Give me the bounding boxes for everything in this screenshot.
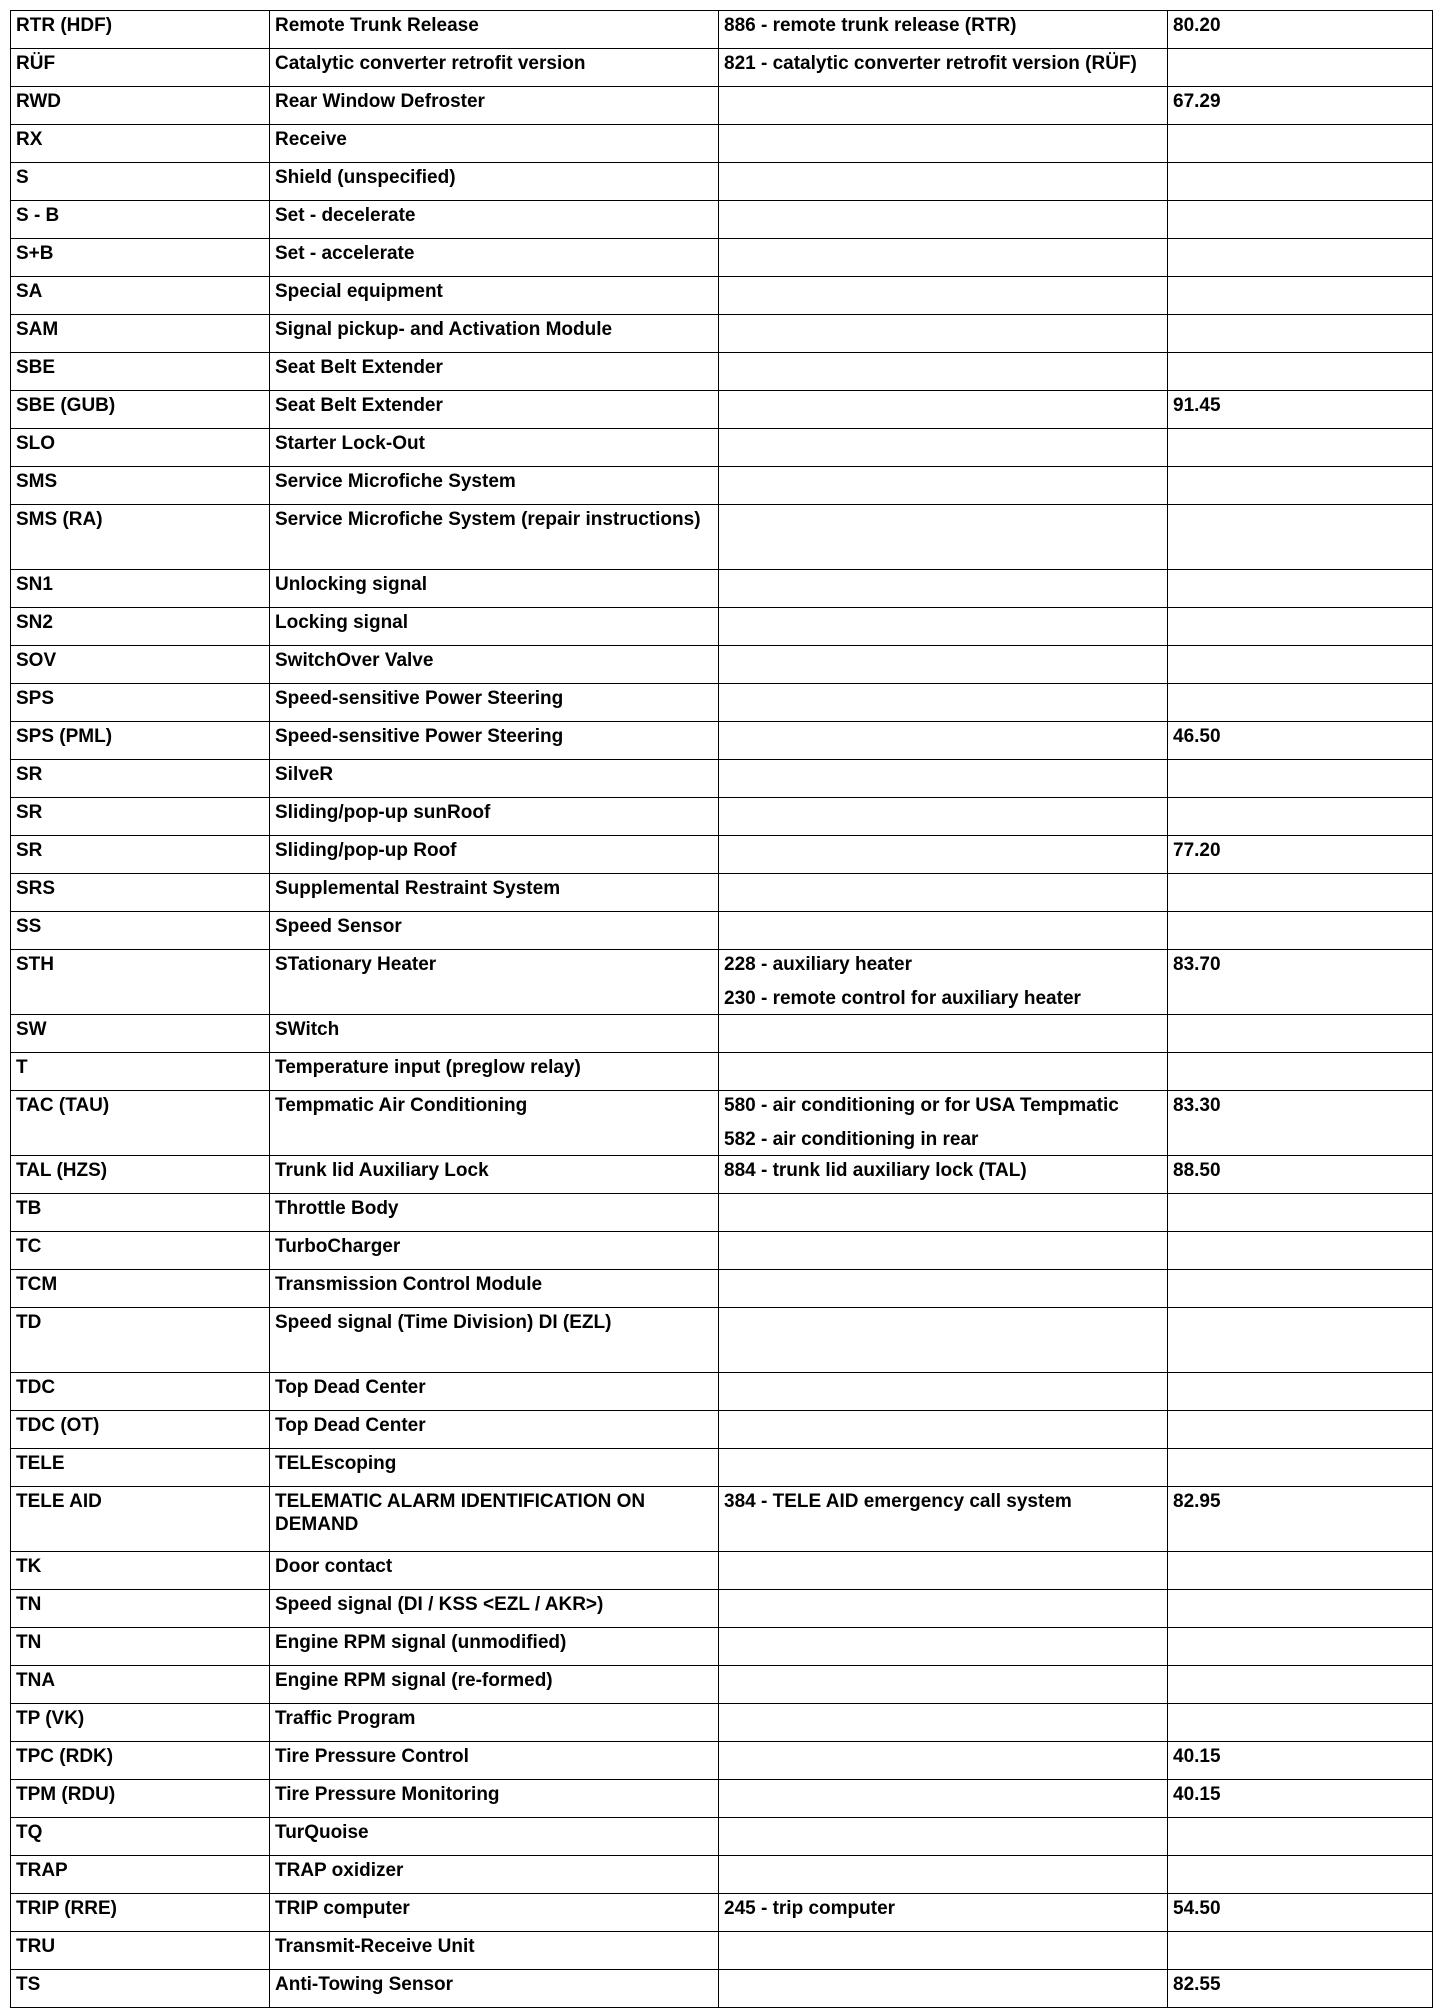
- reference-number-cell: [1168, 467, 1433, 505]
- description-cell: Tire Pressure Control: [270, 1742, 719, 1780]
- option-code-cell: [719, 1232, 1168, 1270]
- description-cell: Sliding/pop-up Roof: [270, 836, 719, 874]
- description-cell: Catalytic converter retrofit version: [270, 49, 719, 87]
- table-row: [11, 1156, 1433, 1194]
- description-cell: Sliding/pop-up sunRoof: [270, 798, 719, 836]
- description-cell: TRIP computer: [270, 1894, 719, 1932]
- description-cell: Supplemental Restraint System: [270, 874, 719, 912]
- table-row: [11, 1270, 1433, 1308]
- option-code-cell: [719, 1894, 1168, 1932]
- option-code-cell: [719, 1932, 1168, 1970]
- reference-number-cell: [1168, 1449, 1433, 1487]
- table-row: [11, 1818, 1433, 1856]
- table-row: [11, 1742, 1433, 1780]
- abbreviation-cell: TAC (TAU): [11, 1091, 270, 1156]
- description-cell: SwitchOver Valve: [270, 646, 719, 684]
- table-row: [11, 1666, 1433, 1704]
- option-code-cell: [719, 11, 1168, 49]
- abbreviation-cell: SLO: [11, 429, 270, 467]
- description-cell: Speed Sensor: [270, 912, 719, 950]
- reference-number-cell: [1168, 684, 1433, 722]
- abbreviation-cell: SR: [11, 760, 270, 798]
- option-code-cell: [719, 1091, 1168, 1156]
- option-code-cell: [719, 912, 1168, 950]
- table-row: [11, 684, 1433, 722]
- abbreviation-cell: TNA: [11, 1666, 270, 1704]
- description-cell: SilveR: [270, 760, 719, 798]
- option-code-cell: [719, 1270, 1168, 1308]
- option-code: 384 - TELE AID emergency call system: [724, 1491, 1072, 1512]
- table-row: [11, 1449, 1433, 1487]
- description-cell: TRAP oxidizer: [270, 1856, 719, 1894]
- description-cell: Seat Belt Extender: [270, 353, 719, 391]
- reference-number-cell: 88.50: [1168, 1156, 1433, 1194]
- reference-number-cell: 82.55: [1168, 1970, 1433, 2008]
- option-code-cell: [719, 1704, 1168, 1742]
- reference-number-cell: 40.15: [1168, 1780, 1433, 1818]
- table-row: [11, 1552, 1433, 1590]
- table-row: [11, 353, 1433, 391]
- abbreviation-cell: SMS (RA): [11, 505, 270, 570]
- abbreviation-cell: SN2: [11, 608, 270, 646]
- table-row: [11, 125, 1433, 163]
- description-cell: TurQuoise: [270, 1818, 719, 1856]
- abbreviation-cell: T: [11, 1053, 270, 1091]
- reference-number-cell: [1168, 1194, 1433, 1232]
- table-row: [11, 1194, 1433, 1232]
- description-cell: Tempmatic Air Conditioning: [270, 1091, 719, 1156]
- table-row: [11, 505, 1433, 570]
- table-row: [11, 1932, 1433, 1970]
- reference-number-cell: [1168, 912, 1433, 950]
- table-row: [11, 608, 1433, 646]
- reference-number-cell: [1168, 163, 1433, 201]
- option-code-cell: [719, 1015, 1168, 1053]
- description-cell: Remote Trunk Release: [270, 11, 719, 49]
- table-row: [11, 277, 1433, 315]
- option-code-cell: [719, 1053, 1168, 1091]
- option-code-cell: [719, 1590, 1168, 1628]
- reference-number-cell: [1168, 1552, 1433, 1590]
- option-code-cell: [719, 798, 1168, 836]
- description-cell: Set - accelerate: [270, 239, 719, 277]
- abbreviation-cell: TELE AID: [11, 1487, 270, 1552]
- option-code-cell: [719, 239, 1168, 277]
- reference-number-cell: [1168, 1308, 1433, 1373]
- option-code-cell: [719, 49, 1168, 87]
- option-code-cell: [719, 163, 1168, 201]
- reference-number-cell: [1168, 1373, 1433, 1411]
- reference-number-cell: [1168, 570, 1433, 608]
- table-row: [11, 87, 1433, 125]
- table-row: [11, 1628, 1433, 1666]
- reference-number-cell: 46.50: [1168, 722, 1433, 760]
- option-code-cell: [719, 1628, 1168, 1666]
- description-cell: Receive: [270, 125, 719, 163]
- description-cell: Engine RPM signal (re-formed): [270, 1666, 719, 1704]
- abbreviation-cell: SW: [11, 1015, 270, 1053]
- table-row: [11, 1053, 1433, 1091]
- reference-number-cell: 40.15: [1168, 1742, 1433, 1780]
- abbreviation-cell: STH: [11, 950, 270, 1015]
- table-row: [11, 1780, 1433, 1818]
- table-row: [11, 11, 1433, 49]
- option-code-cell: [719, 1552, 1168, 1590]
- option-code-cell: [719, 608, 1168, 646]
- table-row: [11, 239, 1433, 277]
- reference-number-cell: 83.70: [1168, 950, 1433, 1015]
- reference-number-cell: [1168, 1666, 1433, 1704]
- reference-number-cell: [1168, 429, 1433, 467]
- description-cell: Anti-Towing Sensor: [270, 1970, 719, 2008]
- abbreviation-cell: TN: [11, 1590, 270, 1628]
- abbreviation-table-body: [11, 11, 1433, 2008]
- description-cell: Starter Lock-Out: [270, 429, 719, 467]
- table-row: [11, 874, 1433, 912]
- reference-number-cell: [1168, 1270, 1433, 1308]
- reference-number-cell: [1168, 1232, 1433, 1270]
- abbreviation-cell: SA: [11, 277, 270, 315]
- description-cell: SWitch: [270, 1015, 719, 1053]
- abbreviation-cell: TRAP: [11, 1856, 270, 1894]
- reference-number-cell: [1168, 239, 1433, 277]
- option-code-cell: [719, 1742, 1168, 1780]
- option-code-cell: [719, 505, 1168, 570]
- abbreviation-cell: SRS: [11, 874, 270, 912]
- option-code: 580 - air conditioning or for USA Tempmatic: [724, 1095, 1119, 1116]
- reference-number-cell: [1168, 874, 1433, 912]
- option-code: 230 - remote control for auxiliary heater: [724, 988, 1081, 1009]
- description-cell: STationary Heater: [270, 950, 719, 1015]
- option-code: 245 - trip computer: [724, 1898, 896, 1919]
- description-cell: Special equipment: [270, 277, 719, 315]
- reference-number-cell: 67.29: [1168, 87, 1433, 125]
- table-row: [11, 467, 1433, 505]
- reference-number-cell: 54.50: [1168, 1894, 1433, 1932]
- table-row: [11, 1894, 1433, 1932]
- table-row: [11, 1856, 1433, 1894]
- reference-number-cell: [1168, 1932, 1433, 1970]
- description-cell: Locking signal: [270, 608, 719, 646]
- reference-number-cell: [1168, 1704, 1433, 1742]
- reference-number-cell: [1168, 1856, 1433, 1894]
- reference-number-cell: [1168, 125, 1433, 163]
- option-code-cell: [719, 429, 1168, 467]
- description-cell: Unlocking signal: [270, 570, 719, 608]
- table-row: [11, 429, 1433, 467]
- description-cell: Trunk lid Auxiliary Lock: [270, 1156, 719, 1194]
- reference-number-cell: [1168, 1818, 1433, 1856]
- table-row: [11, 798, 1433, 836]
- abbreviation-cell: TAL (HZS): [11, 1156, 270, 1194]
- option-code-cell: [719, 467, 1168, 505]
- option-code-cell: [719, 277, 1168, 315]
- option-code-cell: [719, 836, 1168, 874]
- option-code-cell: [719, 1449, 1168, 1487]
- table-row: [11, 1091, 1433, 1156]
- abbreviation-cell: TK: [11, 1552, 270, 1590]
- description-cell: Seat Belt Extender: [270, 391, 719, 429]
- option-code: 228 - auxiliary heater: [724, 954, 912, 975]
- abbreviation-cell: SR: [11, 836, 270, 874]
- description-cell: Signal pickup- and Activation Module: [270, 315, 719, 353]
- abbreviation-cell: TCM: [11, 1270, 270, 1308]
- description-cell: Throttle Body: [270, 1194, 719, 1232]
- reference-number-cell: [1168, 1411, 1433, 1449]
- description-cell: Service Microfiche System: [270, 467, 719, 505]
- reference-number-cell: 77.20: [1168, 836, 1433, 874]
- abbreviation-cell: TPM (RDU): [11, 1780, 270, 1818]
- abbreviation-cell: RÜF: [11, 49, 270, 87]
- description-cell: Speed signal (DI / KSS <EZL / AKR>): [270, 1590, 719, 1628]
- option-code: 821 - catalytic converter retrofit version (RÜF): [724, 53, 1137, 74]
- reference-number-cell: 80.20: [1168, 11, 1433, 49]
- option-code-cell: [719, 1666, 1168, 1704]
- description-cell: Door contact: [270, 1552, 719, 1590]
- table-row: [11, 201, 1433, 239]
- abbreviation-cell: SBE (GUB): [11, 391, 270, 429]
- table-row: [11, 760, 1433, 798]
- description-cell: TELEMATIC ALARM IDENTIFICATION ON DEMAND: [270, 1487, 719, 1552]
- option-code-cell: [719, 1156, 1168, 1194]
- reference-number-cell: [1168, 1628, 1433, 1666]
- table-row: [11, 1411, 1433, 1449]
- option-code-cell: [719, 950, 1168, 1015]
- description-cell: Speed-sensitive Power Steering: [270, 684, 719, 722]
- option-code-cell: [719, 315, 1168, 353]
- description-cell: Engine RPM signal (unmodified): [270, 1628, 719, 1666]
- description-cell: Top Dead Center: [270, 1373, 719, 1411]
- option-code-cell: [719, 87, 1168, 125]
- reference-number-cell: [1168, 49, 1433, 87]
- option-code-cell: [719, 125, 1168, 163]
- description-cell: Service Microfiche System (repair instructions): [270, 505, 719, 570]
- abbreviation-cell: SN1: [11, 570, 270, 608]
- table-row: [11, 1487, 1433, 1552]
- reference-number-cell: [1168, 608, 1433, 646]
- reference-number-cell: [1168, 315, 1433, 353]
- description-cell: Speed signal (Time Division) DI (EZL): [270, 1308, 719, 1373]
- abbreviation-cell: SBE: [11, 353, 270, 391]
- table-row: [11, 1373, 1433, 1411]
- reference-number-cell: [1168, 353, 1433, 391]
- table-row: [11, 49, 1433, 87]
- option-code-cell: [719, 353, 1168, 391]
- table-row: [11, 1015, 1433, 1053]
- option-code-cell: [719, 1194, 1168, 1232]
- table-row: [11, 1308, 1433, 1373]
- reference-number-cell: 91.45: [1168, 391, 1433, 429]
- table-row: [11, 1590, 1433, 1628]
- abbreviation-cell: SAM: [11, 315, 270, 353]
- table-row: [11, 315, 1433, 353]
- table-row: [11, 722, 1433, 760]
- description-cell: Shield (unspecified): [270, 163, 719, 201]
- abbreviation-cell: TQ: [11, 1818, 270, 1856]
- option-code: 582 - air conditioning in rear: [724, 1129, 979, 1150]
- description-cell: Temperature input (preglow relay): [270, 1053, 719, 1091]
- option-code-cell: [719, 1411, 1168, 1449]
- description-cell: TELEscoping: [270, 1449, 719, 1487]
- description-cell: Rear Window Defroster: [270, 87, 719, 125]
- reference-number-cell: [1168, 646, 1433, 684]
- reference-number-cell: 83.30: [1168, 1091, 1433, 1156]
- abbreviation-cell: TP (VK): [11, 1704, 270, 1742]
- abbreviation-cell: RWD: [11, 87, 270, 125]
- option-code-cell: [719, 1780, 1168, 1818]
- option-code-cell: [719, 874, 1168, 912]
- abbreviation-cell: SOV: [11, 646, 270, 684]
- option-code-cell: [719, 1856, 1168, 1894]
- reference-number-cell: [1168, 201, 1433, 239]
- option-code-cell: [719, 391, 1168, 429]
- description-cell: Speed-sensitive Power Steering: [270, 722, 719, 760]
- abbreviation-cell: TC: [11, 1232, 270, 1270]
- abbreviation-cell: SPS (PML): [11, 722, 270, 760]
- abbreviation-cell: TRIP (RRE): [11, 1894, 270, 1932]
- table-row: [11, 912, 1433, 950]
- option-code-cell: [719, 201, 1168, 239]
- description-cell: TurboCharger: [270, 1232, 719, 1270]
- table-row: [11, 1970, 1433, 2008]
- abbreviation-cell: TDC: [11, 1373, 270, 1411]
- option-code: 886 - remote trunk release (RTR): [724, 15, 1017, 36]
- option-code-cell: [719, 1487, 1168, 1552]
- abbreviation-cell: SS: [11, 912, 270, 950]
- abbreviation-cell: S+B: [11, 239, 270, 277]
- option-code-cell: [719, 570, 1168, 608]
- abbreviation-cell: TB: [11, 1194, 270, 1232]
- table-row: [11, 646, 1433, 684]
- abbreviation-cell: TPC (RDK): [11, 1742, 270, 1780]
- abbreviation-cell: TELE: [11, 1449, 270, 1487]
- description-cell: Transmit-Receive Unit: [270, 1932, 719, 1970]
- abbreviation-cell: TRU: [11, 1932, 270, 1970]
- abbreviation-cell: RTR (HDF): [11, 11, 270, 49]
- abbreviation-cell: RX: [11, 125, 270, 163]
- abbreviation-cell: SPS: [11, 684, 270, 722]
- abbreviation-table: [10, 10, 1433, 2008]
- abbreviation-cell: TDC (OT): [11, 1411, 270, 1449]
- option-code-cell: [719, 684, 1168, 722]
- description-cell: Set - decelerate: [270, 201, 719, 239]
- abbreviation-cell: S: [11, 163, 270, 201]
- description-cell: Tire Pressure Monitoring: [270, 1780, 719, 1818]
- description-cell: Transmission Control Module: [270, 1270, 719, 1308]
- abbreviation-cell: TD: [11, 1308, 270, 1373]
- reference-number-cell: [1168, 277, 1433, 315]
- option-code-cell: [719, 1818, 1168, 1856]
- table-row: [11, 391, 1433, 429]
- abbreviation-cell: TS: [11, 1970, 270, 2008]
- table-row: [11, 1232, 1433, 1270]
- abbreviation-cell: TN: [11, 1628, 270, 1666]
- reference-number-cell: [1168, 505, 1433, 570]
- option-code: 884 - trunk lid auxiliary lock (TAL): [724, 1160, 1027, 1181]
- option-code-cell: [719, 722, 1168, 760]
- option-code-cell: [719, 1970, 1168, 2008]
- abbreviation-cell: S - B: [11, 201, 270, 239]
- table-row: [11, 1704, 1433, 1742]
- abbreviation-cell: SR: [11, 798, 270, 836]
- reference-number-cell: [1168, 1015, 1433, 1053]
- option-code-cell: [719, 1373, 1168, 1411]
- reference-number-cell: [1168, 760, 1433, 798]
- table-row: [11, 836, 1433, 874]
- reference-number-cell: 82.95: [1168, 1487, 1433, 1552]
- option-code-cell: [719, 646, 1168, 684]
- abbreviation-cell: SMS: [11, 467, 270, 505]
- reference-number-cell: [1168, 1053, 1433, 1091]
- reference-number-cell: [1168, 798, 1433, 836]
- description-cell: Traffic Program: [270, 1704, 719, 1742]
- table-row: [11, 163, 1433, 201]
- option-code-cell: [719, 760, 1168, 798]
- table-row: [11, 950, 1433, 1015]
- table-row: [11, 570, 1433, 608]
- reference-number-cell: [1168, 1590, 1433, 1628]
- description-cell: Top Dead Center: [270, 1411, 719, 1449]
- option-code-cell: [719, 1308, 1168, 1373]
